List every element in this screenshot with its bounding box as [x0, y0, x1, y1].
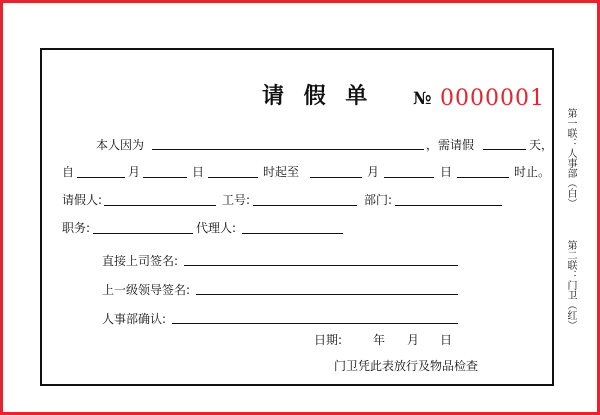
- start-month-field[interactable]: [77, 177, 125, 178]
- start-hour-field[interactable]: [208, 177, 258, 178]
- form-title: 请 假 单: [262, 83, 374, 109]
- start-day-text: 日: [192, 165, 205, 179]
- upper-leader-sign-label: 上一级领导签名:: [102, 283, 191, 297]
- serial-number-value: 0000001: [440, 86, 545, 111]
- end-day-field[interactable]: [384, 177, 434, 178]
- department-field[interactable]: [395, 205, 502, 206]
- end-month-text: 月: [367, 165, 380, 179]
- employee-id-field[interactable]: [253, 205, 357, 206]
- copy2-note: 第二联：门卫（红）: [565, 240, 576, 330]
- end-suffix-text: 时止。: [514, 165, 551, 179]
- supervisor-sign-field[interactable]: [184, 265, 458, 266]
- date-month-text: 月: [407, 333, 420, 347]
- department-label: 部门:: [364, 193, 393, 207]
- reason-label: 本人因为: [96, 138, 145, 152]
- supervisor-sign-label: 直接上司签名:: [102, 254, 179, 268]
- hr-confirm-label: 人事部确认:: [102, 312, 167, 326]
- copy1-note: 第一联：人事部（白）: [565, 108, 576, 208]
- end-month-field[interactable]: [310, 177, 362, 178]
- end-day-text: 日: [440, 165, 453, 179]
- footer-note: 门卫凭此表放行及物品检查: [334, 359, 479, 373]
- applicant-label: 请假人:: [62, 193, 103, 207]
- deputy-label: 代理人:: [196, 221, 237, 235]
- date-day-text: 日: [440, 333, 453, 347]
- serial-number-label: №: [413, 89, 432, 109]
- position-label: 职务:: [62, 221, 91, 235]
- end-hour-field[interactable]: [457, 177, 509, 178]
- deputy-field[interactable]: [242, 233, 343, 234]
- from-prefix: 自: [62, 165, 75, 179]
- date-label: 日期:: [314, 333, 343, 347]
- start-month-text: 月: [128, 165, 141, 179]
- leave-days-field[interactable]: [483, 149, 526, 150]
- reason-field[interactable]: [152, 149, 424, 150]
- start-day-field[interactable]: [143, 177, 187, 178]
- need-leave-text: ，需请假: [426, 138, 475, 152]
- upper-leader-sign-field[interactable]: [196, 294, 458, 295]
- position-field[interactable]: [93, 233, 193, 234]
- start-suffix-text: 时起至: [263, 165, 300, 179]
- days-unit-text: 天，: [529, 138, 554, 152]
- date-year-text: 年: [373, 333, 386, 347]
- hr-confirm-field[interactable]: [172, 323, 458, 324]
- employee-id-label: 工号:: [222, 193, 251, 207]
- applicant-field[interactable]: [104, 205, 216, 206]
